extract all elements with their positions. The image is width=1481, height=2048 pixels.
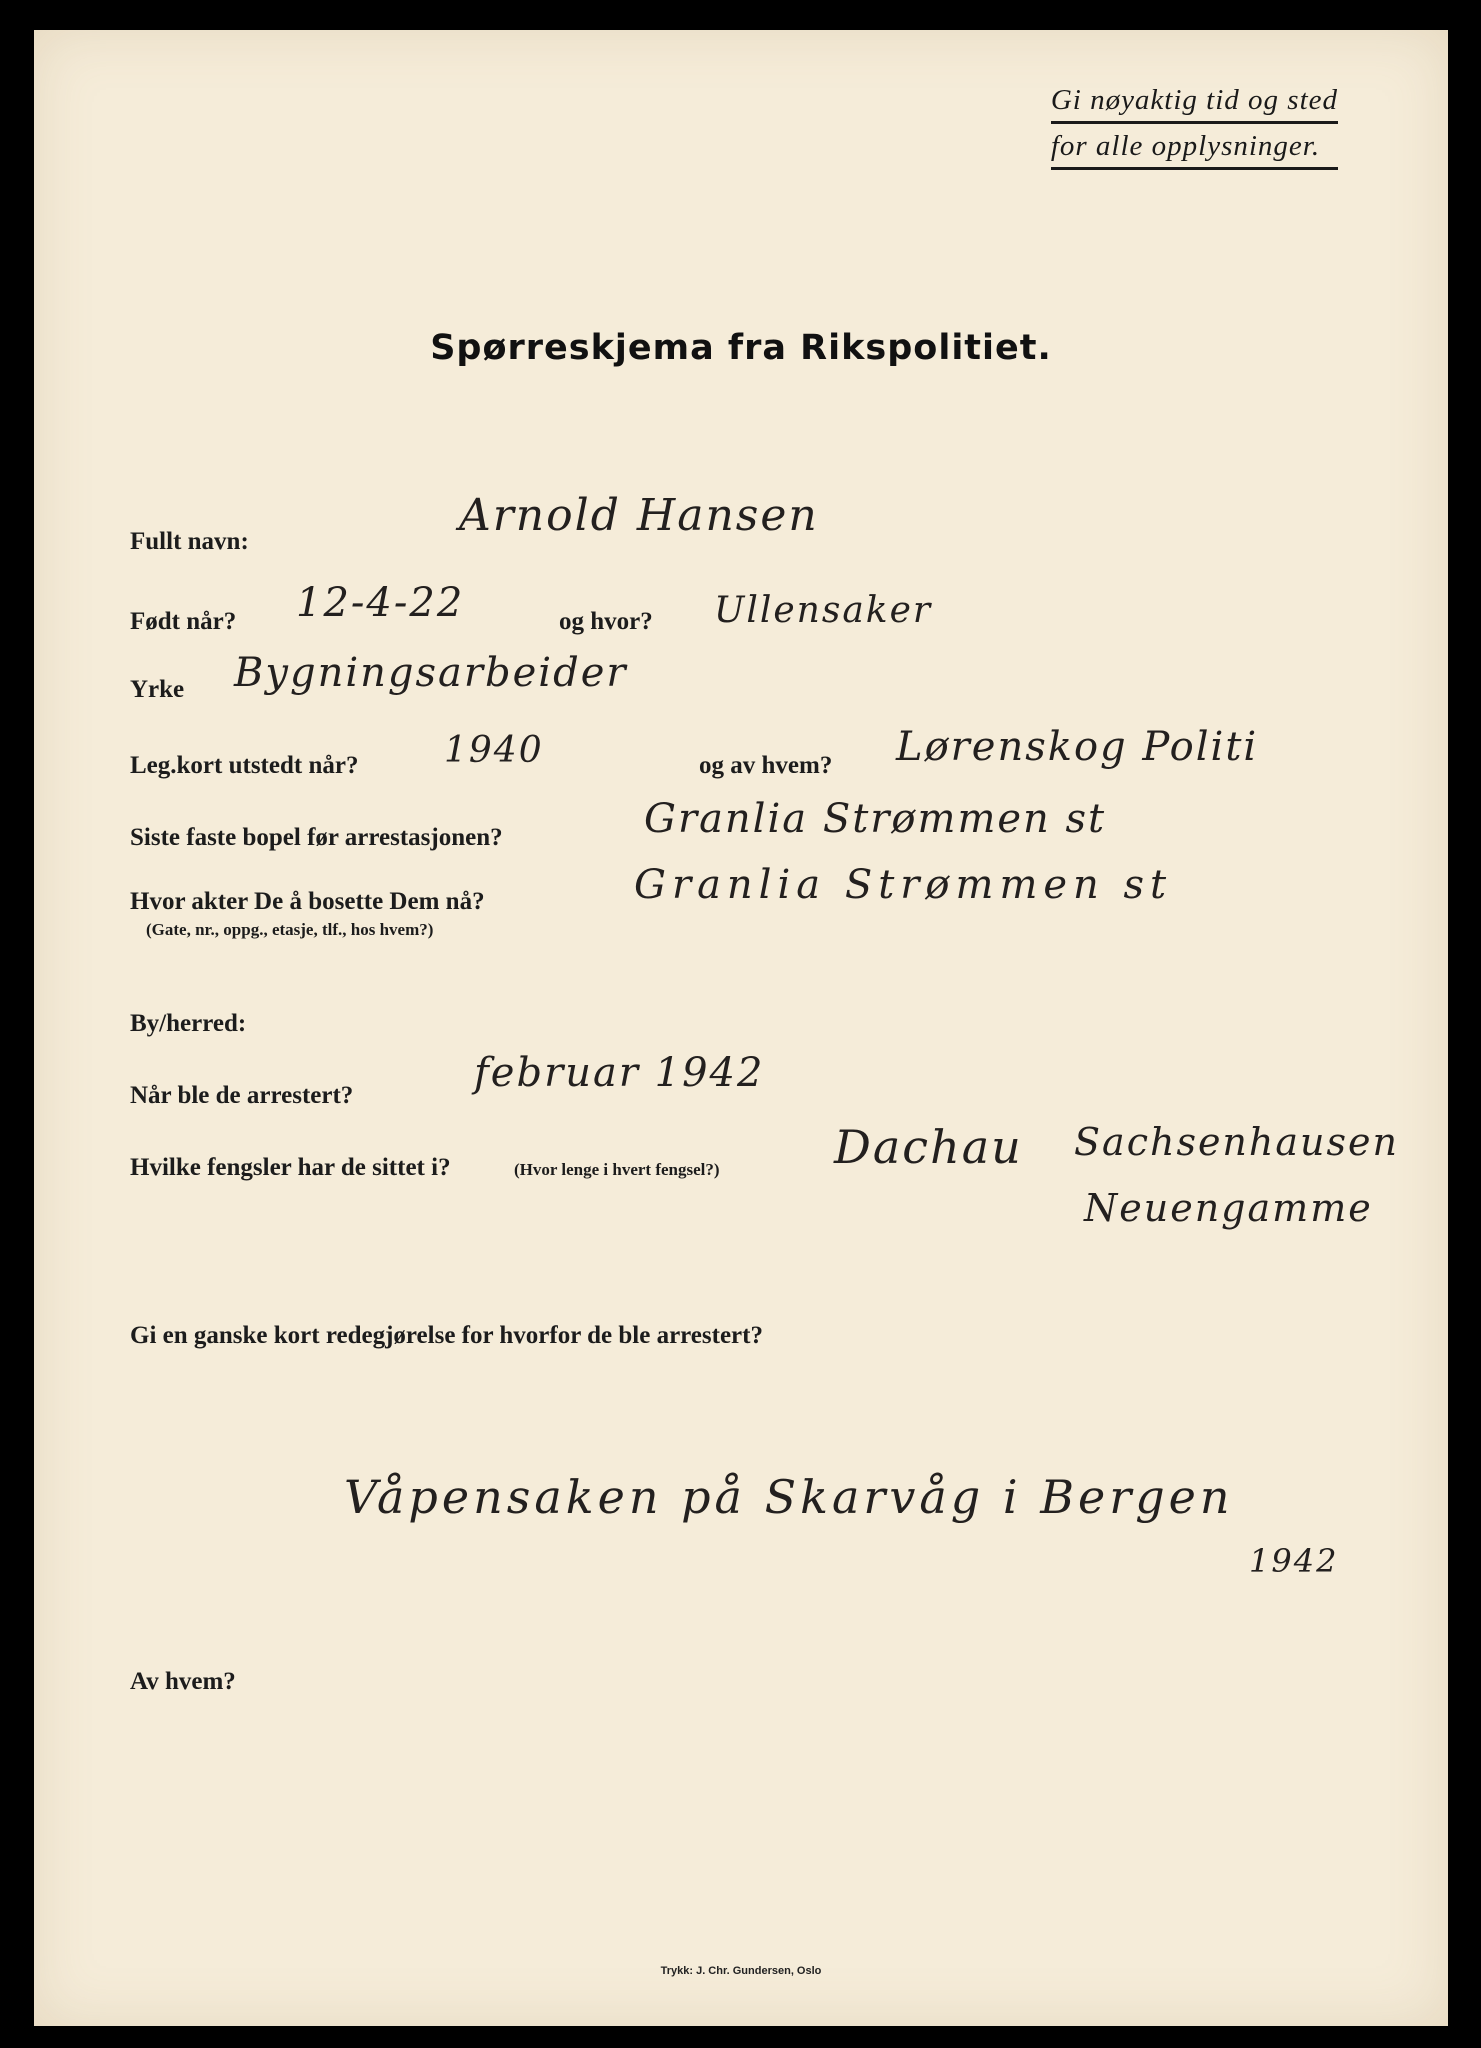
label-city: By/herred: [130, 1010, 247, 1037]
label-arrested-when: Når ble de arrestert? [130, 1082, 354, 1109]
form-page [34, 30, 1448, 2026]
label-settle-hint: (Gate, nr., oppg., etasje, tlf., hos hvem?) [146, 920, 434, 939]
instruction-note [1051, 78, 1338, 170]
label-prisons-hint: (Hvor lenge i hvert fengsel?) [514, 1160, 720, 1179]
answer-last-address: Granlia Strømmen st [644, 796, 1107, 842]
label-by-whom: Av hvem? [130, 1668, 236, 1695]
answer-born-when: 12-4-22 [296, 580, 465, 626]
label-legcard-by: og av hvem? [699, 752, 833, 779]
answer-legcard-when: 1940 [444, 730, 544, 771]
form-title: Spørreskjema fra Rikspolitiet. [430, 328, 1052, 368]
answer-prison-2: Sachsenhausen [1074, 1120, 1399, 1164]
label-born-where: og hvor? [559, 608, 653, 635]
instruction-line-2: for alle opplysninger. [1051, 124, 1338, 170]
answer-legcard-by: Lørenskog Politi [896, 724, 1259, 770]
label-settle: Hvor akter De å bosette Dem nå? [130, 888, 485, 915]
label-reason: Gi en ganske kort redegjørelse for hvorfor de ble arrestert? [130, 1322, 763, 1349]
answer-reason-year: 1942 [1249, 1542, 1339, 1580]
printer-imprint: Trykk: J. Chr. Gundersen, Oslo [660, 1965, 822, 1977]
instruction-line-1: Gi nøyaktig tid og sted [1051, 78, 1338, 124]
answer-settle: Granlia Strømmen st [634, 862, 1173, 908]
label-full-name: Fullt navn: [130, 528, 249, 555]
answer-full-name: Arnold Hansen [459, 490, 819, 541]
answer-occupation: Bygningsarbeider [234, 650, 628, 696]
label-legcard-when: Leg.kort utstedt når? [130, 752, 359, 779]
label-last-address: Siste faste bopel før arrestasjonen? [130, 824, 503, 851]
answer-prison-1: Dachau [834, 1120, 1023, 1174]
answer-prison-3: Neuengamme [1084, 1186, 1373, 1230]
answer-reason: Våpensaken på Skarvåg i Bergen [344, 1470, 1234, 1524]
label-occupation: Yrke [130, 676, 185, 703]
label-prisons: Hvilke fengsler har de sittet i? [130, 1154, 451, 1181]
answer-arrested-when: februar 1942 [474, 1050, 765, 1096]
answer-born-where: Ullensaker [714, 590, 933, 631]
label-born-when: Født når? [130, 608, 237, 635]
